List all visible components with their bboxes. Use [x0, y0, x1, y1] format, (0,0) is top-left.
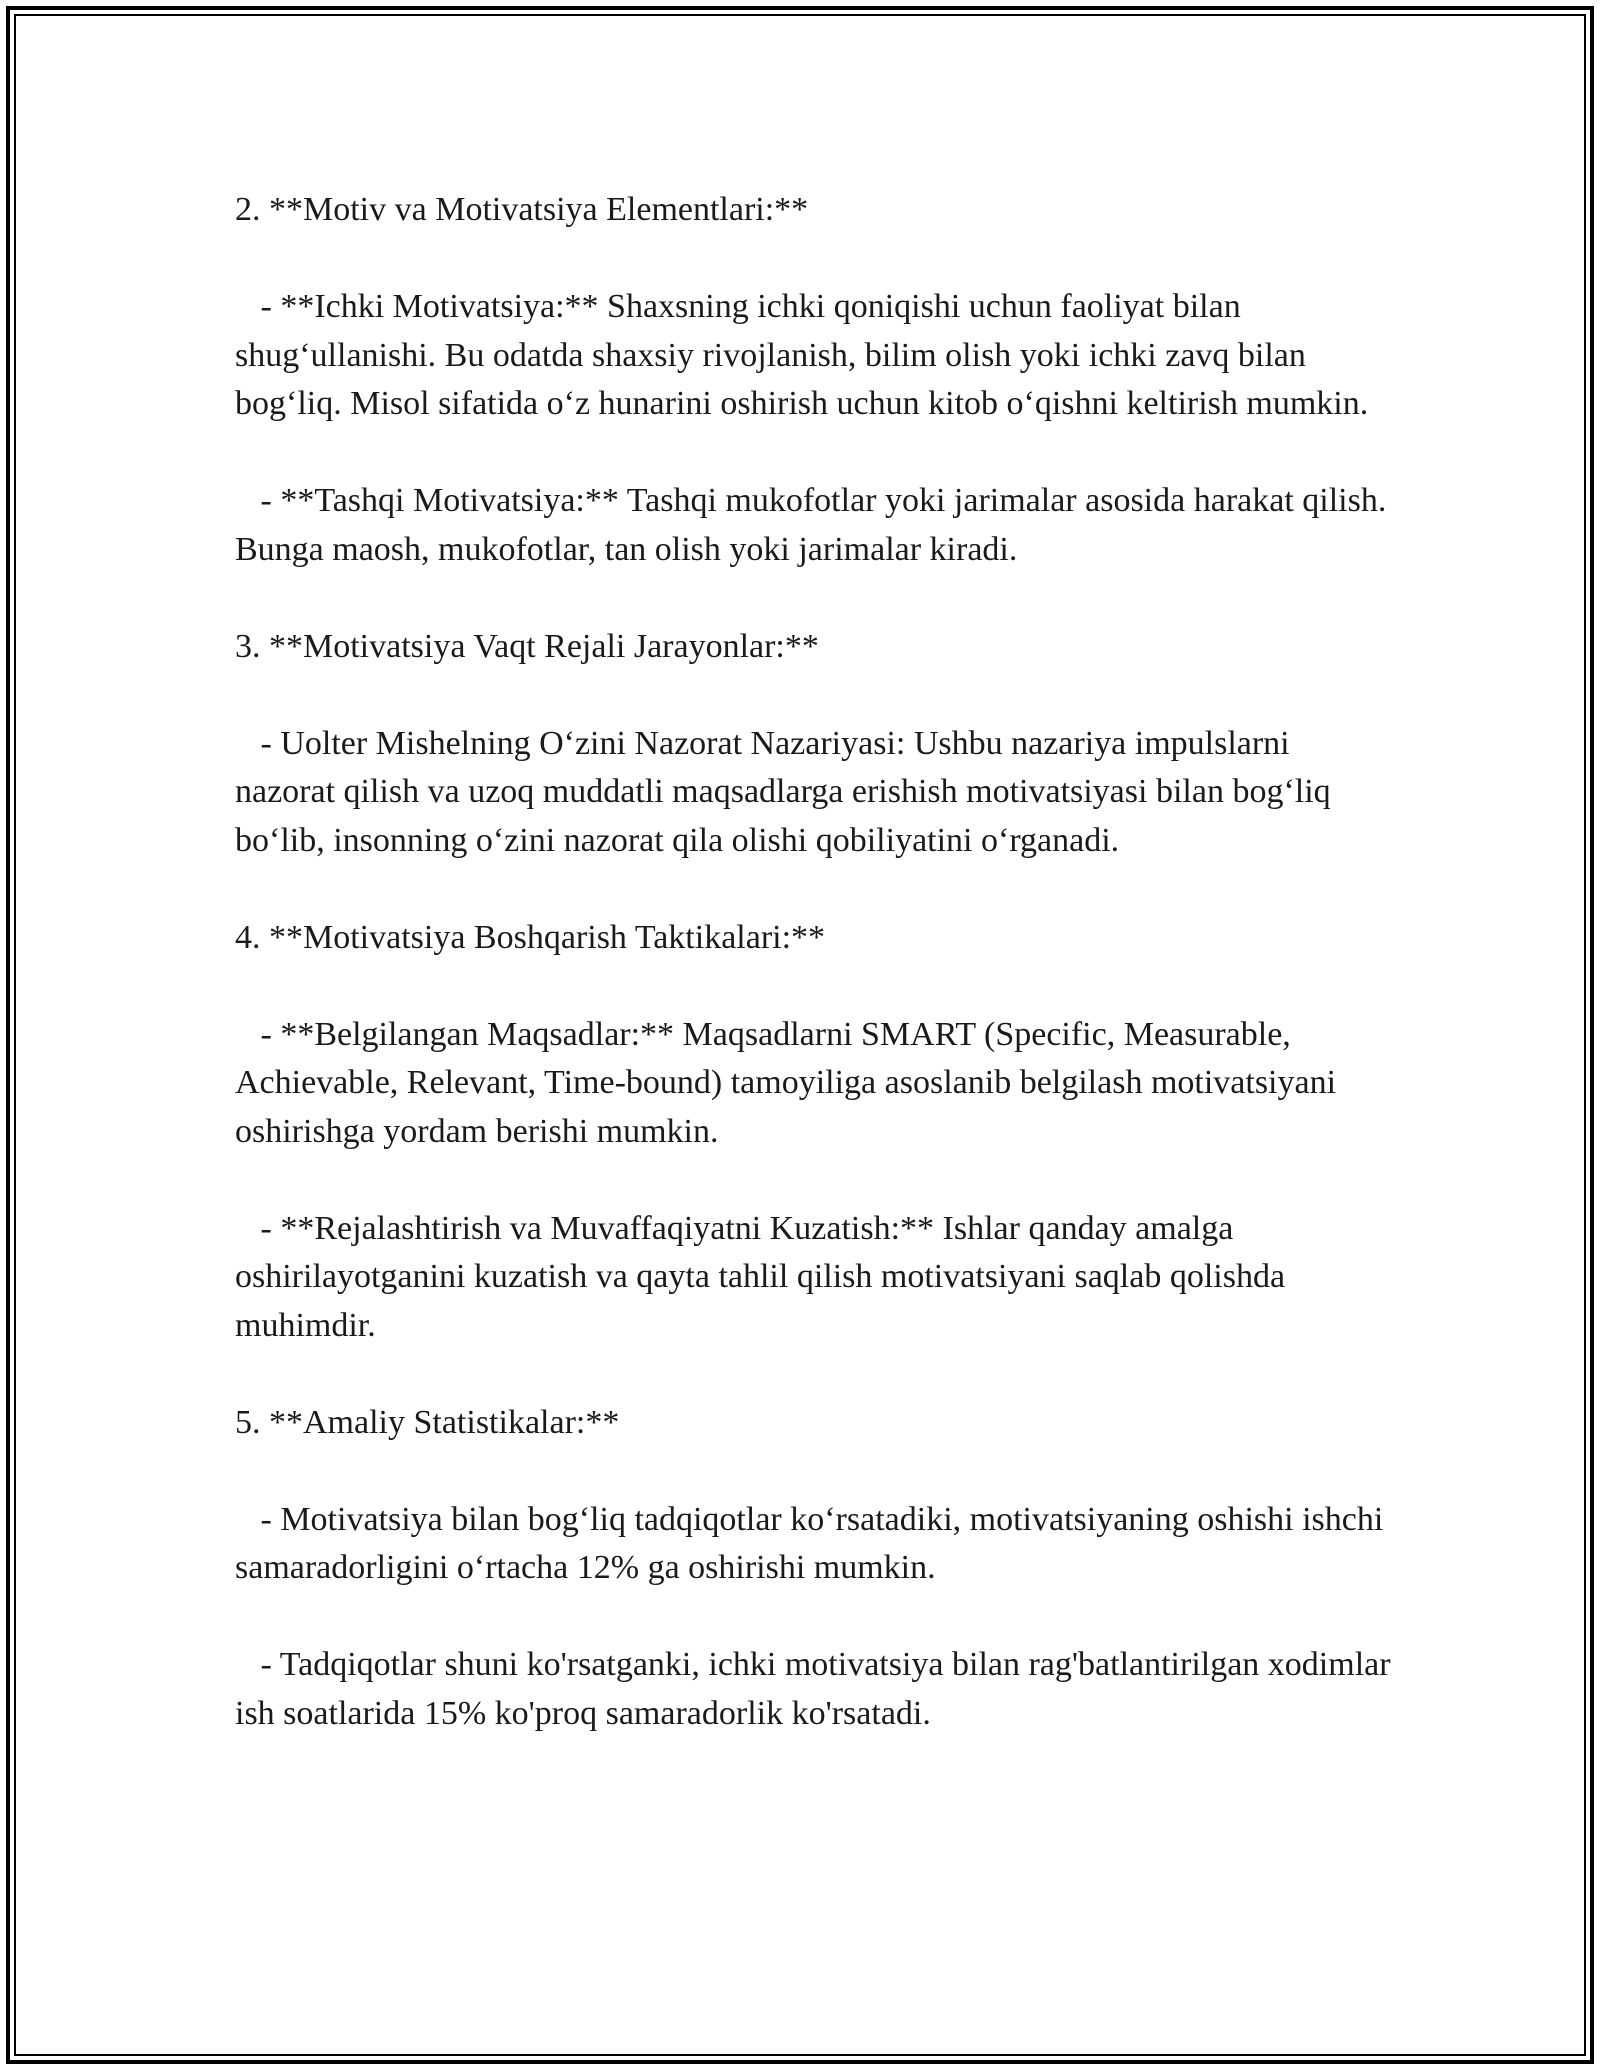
heading-motiv-elements: 2. **Motiv va Motivatsiya Elementlari:** — [235, 191, 809, 228]
paragraph-statistika-15: - Tadqiqotlar shuni ko'rsatganki, ichki motivatsiya bilan rag'batlantirilgan xodimlar ish soatlarida 15% ko'proq samaradorlik ko'rsatadi. — [235, 1646, 1400, 1732]
heading-amaliy-statistikalar: 5. **Amaliy Statistikalar:** — [235, 1403, 620, 1441]
paragraph-statistika-12: - Motivatsiya bilan bogʻliq tadqiqotlar koʻrsatadiki, motivatsiyaning oshishi ishchi samaradorligini oʻrtacha 12% ga oshirishi mumkin. — [235, 1500, 1392, 1586]
paragraph-tashqi-motivatsiya: - **Tashqi Motivatsiya:** Tashqi mukofotlar yoki jarimalar asosida harakat qilish. Bunga maosh, mukofotlar, tan olish yoki jarimalar kiradi. — [235, 482, 1395, 568]
paragraph-rejalashtirish: - **Rejalashtirish va Muvaffaqiyatni Kuzatish:** Ishlar qanday amalga oshirilayotganini kuzatish va qayta tahlil qilish motivatsiyani saqlab qolishda muhimdir. — [235, 1209, 1294, 1344]
paragraph-belgilangan-maqsadlar: - **Belgilangan Maqsadlar:** Maqsadlarni SMART (Specific, Measurable, Achievable, Relevant, Time-bound) tamoyiliga asoslanib belgilash motivatsiyani oshirishga yordam berishi mumkin. — [235, 1015, 1345, 1150]
heading-boshqarish-taktikalari: 4. **Motivatsiya Boshqarish Taktikalari:** — [235, 918, 826, 956]
heading-vaqt-rejali: 3. **Motivatsiya Vaqt Rejali Jarayonlar:** — [235, 627, 819, 665]
paragraph-ichki-motivatsiya: - **Ichki Motivatsiya:** Shaxsning ichki qoniqishi uchun faoliyat bilan shugʻullanishi. Bu odatda shaxsiy rivojlanish, bilim olish yoki ichki zavq bilan bogʻliq. Misol sifatida oʻz hunarini oshirish uchun kitob oʻqishni keltirish mumkin. — [235, 288, 1369, 422]
paragraph-mishel-nazariyasi: - Uolter Mishelning Oʻzini Nazorat Nazariyasi: Ushbu nazariya impulslarni nazorat qilish va uzoq muddatli maqsadlarga erishish motivatsiyasi bilan bogʻliq boʻlib, insonning oʻzini nazorat qila olishi qobiliyatini oʻrganadi. — [235, 724, 1340, 859]
document-body — [235, 186, 1400, 1738]
